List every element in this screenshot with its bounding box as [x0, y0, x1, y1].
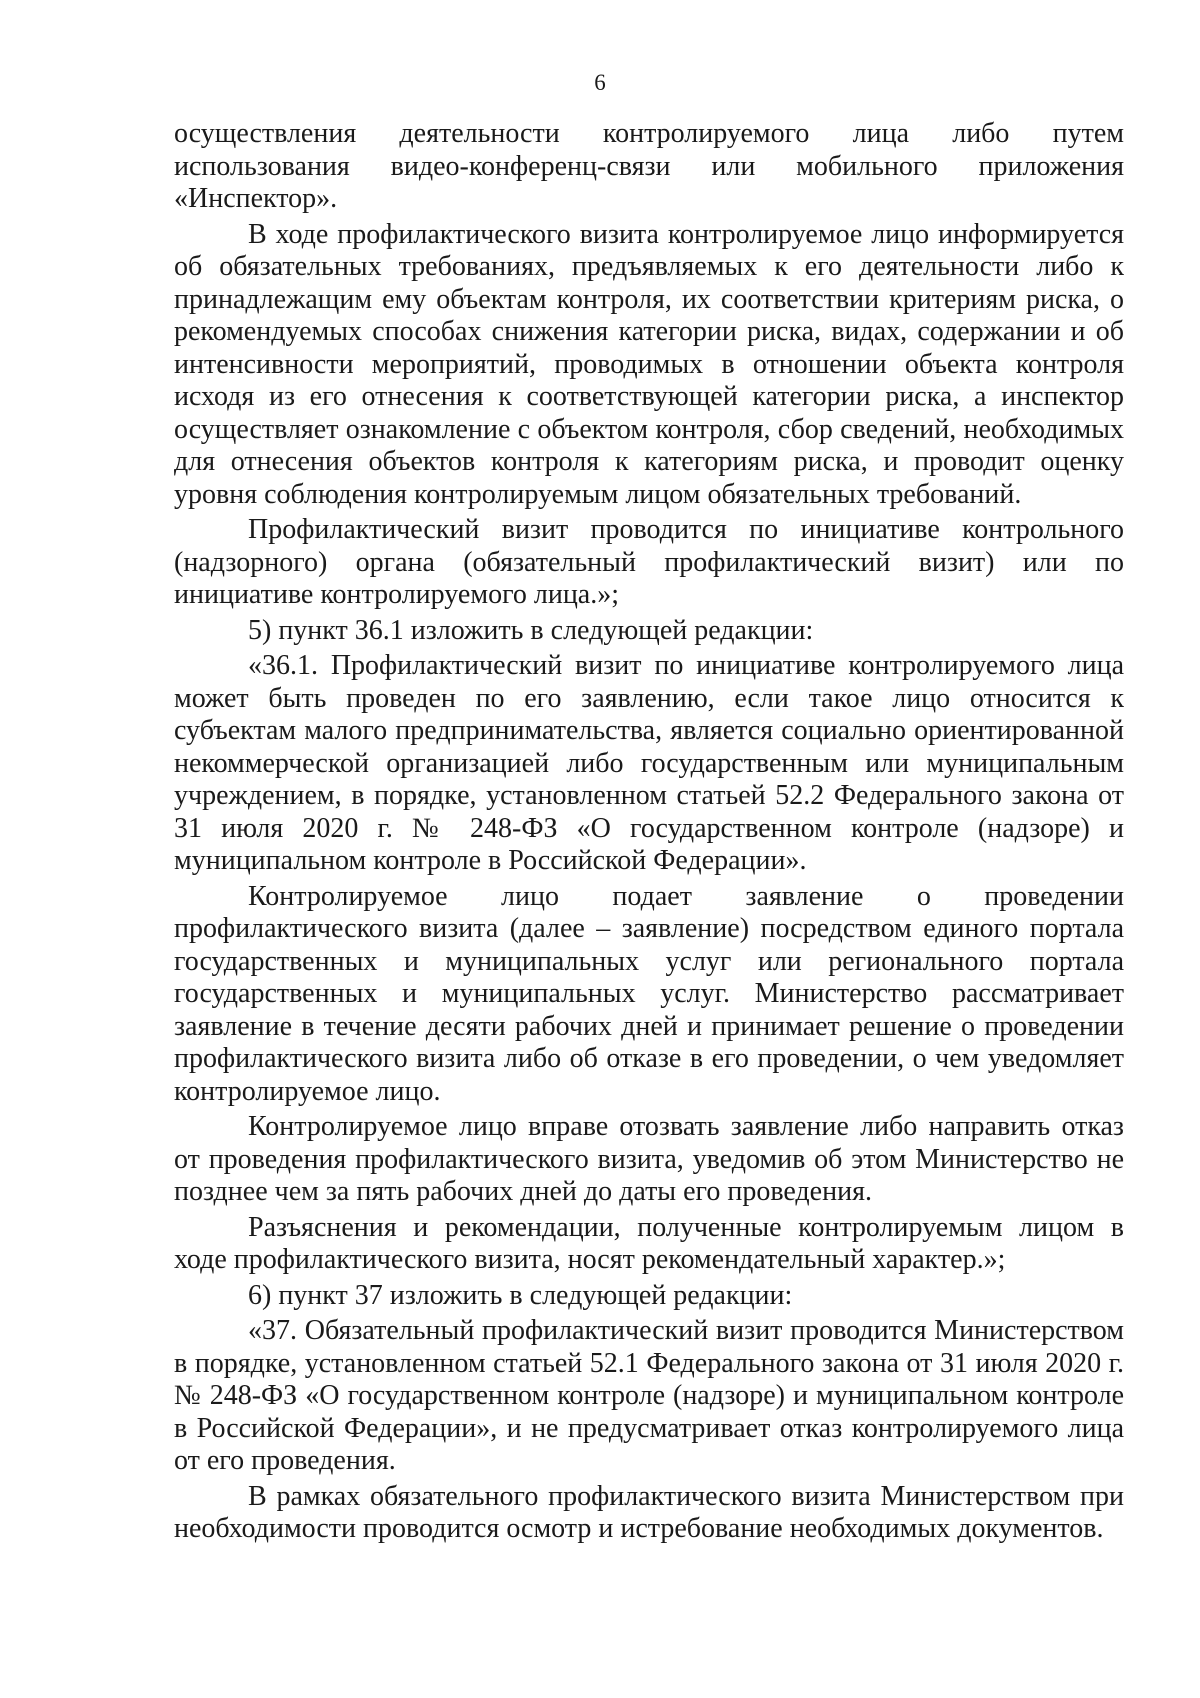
paragraph-continuation: осуществления деятельности контролируемого лица либо путем использования видео-конференц-связи или мобильного приложения «Инспектор».	[174, 118, 1124, 214]
document-body	[174, 118, 1124, 1546]
paragraph: Контролируемое лицо подает заявление о проведении профилактического визита (далее – заявление) посредством единого портала государственных и муниципальных услуг или регионального портала государственных и муниципальных услуг. Министерство рассматривает заявление в течение десяти рабочих дней и принимает решение о проведении профилактического визита либо об отказе в его проведении, о чем уведомляет контролируемое лицо.	[174, 880, 1124, 1107]
amendment-item: 5) пункт 36.1 изложить в следующей редакции:	[248, 614, 814, 646]
paragraph: Контролируемое лицо вправе отозвать заявление либо направить отказ от проведения профилактического визита, уведомив об этом Министерство не позднее чем за пять рабочих дней до даты его проведения.	[174, 1111, 1124, 1207]
paragraph: «37. Обязательный профилактический визит проводится Министерством в порядке, установленном статьей 52.1 Федерального закона от 31 июля 2020 г. № 248-ФЗ «О государственном контроле (надзоре) и муниципальном контроле в Российской Федерации», и не предусматривает отказ контролируемого лица от его проведения.	[174, 1315, 1124, 1476]
paragraph: В рамках обязательного профилактического визита Министерством при необходимости проводится осмотр и истребование необходимых документов.	[174, 1480, 1124, 1544]
paragraph: «36.1. Профилактический визит по инициативе контролируемого лица может быть проведен по его заявлению, если такое лицо относится к субъектам малого предпринимательства, является социально ориентированной некоммерческой организацией либо государственным или муниципальным учреждением, в порядке, установленном статьей 52.2 Федерального закона от 31 июля 2020 г. № 248-ФЗ «О государственном контроле (надзоре) и муниципальном контроле в Российской Федерации».	[174, 650, 1124, 876]
amendment-item: 6) пункт 37 изложить в следующей редакции:	[248, 1279, 793, 1311]
page-number: 6	[594, 70, 606, 95]
paragraph: Профилактический визит проводится по инициативе контрольного (надзорного) органа (обязательный профилактический визит) или по инициативе контролируемого лица.»;	[174, 514, 1124, 610]
paragraph: Разъяснения и рекомендации, полученные контролируемым лицом в ходе профилактического визита, носят рекомендательный характер.»;	[174, 1211, 1124, 1275]
paragraph: В ходе профилактического визита контролируемое лицо информируется об обязательных требованиях, предъявляемых к его деятельности либо к принадлежащим ему объектам контроля, их соответствии критериям риска, о рекомендуемых способах снижения категории риска, видах, содержании и об интенсивности мероприятий, проводимых в отношении объекта контроля исходя из его отнесения к соответствующей категории риска, а инспектор осуществляет ознакомление с объектом контроля, сбор сведений, необходимых для отнесения объектов контроля к категориям риска, и проводит оценку уровня соблюдения контролируемым лицом обязательных требований.	[174, 218, 1124, 510]
